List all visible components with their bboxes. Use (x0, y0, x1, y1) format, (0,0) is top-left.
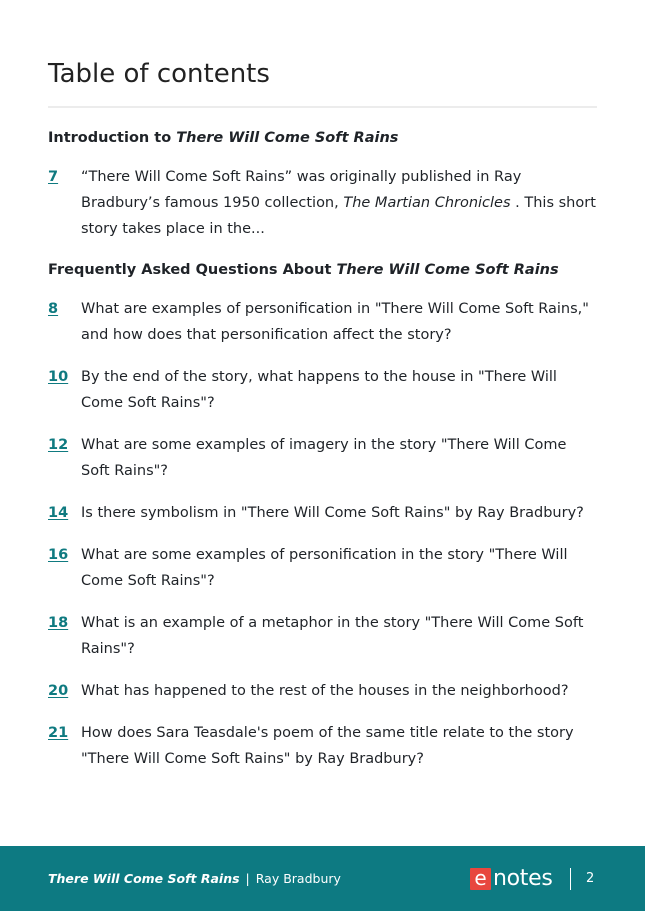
section-heading-prefix: Frequently Asked Questions About (48, 262, 337, 278)
toc-content (48, 58, 597, 772)
toc-entry-text: What is an example of a metaphor in the story "There Will Come Soft Rains"? (81, 615, 584, 657)
toc-entry[interactable] (48, 610, 597, 662)
toc-page-link[interactable]: 10 (48, 369, 69, 385)
footer-divider (570, 868, 571, 890)
toc-entry-text: By the end of the story, what happens to the house in "There Will Come Soft Rains"? (81, 369, 557, 411)
toc-entry[interactable] (48, 500, 597, 526)
toc-entry[interactable] (48, 164, 597, 242)
toc-entry-text-part: “There Will Come Soft Rains” was originally published in Ray Bradbury’s famous 1950 collection, (81, 169, 522, 211)
section-heading-title: There Will Come Soft Rains (176, 130, 399, 146)
toc-page-link[interactable]: 7 (48, 169, 59, 185)
toc-entry-text (81, 164, 597, 242)
title-divider (48, 106, 597, 108)
footer-author: Ray Bradbury (255, 871, 341, 886)
toc-entry[interactable] (48, 432, 597, 484)
toc-entry-text: Is there symbolism in "There Will Come Soft Rains" by Ray Bradbury? (81, 505, 584, 521)
toc-entry-text-part: . This short story takes place in the... (81, 195, 596, 237)
section-heading-faq (48, 260, 597, 280)
toc-page-link[interactable]: 14 (48, 505, 69, 521)
logo-wordmark: notes (493, 866, 553, 891)
footer-separator: | (245, 871, 250, 886)
toc-entry-text: What has happened to the rest of the houses in the neighborhood? (81, 683, 569, 699)
toc-page-link[interactable]: 12 (48, 437, 69, 453)
toc-entry[interactable] (48, 296, 597, 348)
footer-book-info (48, 870, 341, 888)
toc-entry[interactable] (48, 364, 597, 416)
toc-entry-text: What are some examples of personification in the story "There Will Come Soft Rains"? (81, 547, 568, 589)
page-footer (0, 846, 645, 911)
toc-entry-text: What are examples of personification in "There Will Come Soft Rains," and how does that personification affect the story? (81, 301, 589, 343)
toc-page-link[interactable]: 18 (48, 615, 69, 631)
toc-entry-text: What are some examples of imagery in the story "There Will Come Soft Rains"? (81, 437, 567, 479)
toc-page-link[interactable]: 20 (48, 683, 69, 699)
toc-page-link[interactable]: 8 (48, 301, 59, 317)
page-number: 2 (586, 871, 595, 886)
toc-page-link[interactable]: 21 (48, 725, 69, 741)
toc-entry[interactable] (48, 720, 597, 772)
toc-entry[interactable] (48, 542, 597, 594)
page-title: Table of contents (48, 59, 270, 89)
toc-page-link[interactable]: 16 (48, 547, 69, 563)
toc-entry-text-italic: The Martian Chronicles (343, 195, 511, 211)
section-heading-prefix: Introduction to (48, 130, 177, 146)
toc-entry-text: How does Sara Teasdale's poem of the same title relate to the story "There Will Come Soft Rains" by Ray Bradbury? (81, 725, 574, 767)
footer-book-title: There Will Come Soft Rains (48, 871, 240, 886)
logo-e-mark: e (470, 868, 491, 890)
section-heading-title: There Will Come Soft Rains (336, 262, 559, 278)
enotes-logo (470, 867, 553, 891)
section-heading-introduction (48, 128, 597, 148)
toc-entry[interactable] (48, 678, 597, 704)
